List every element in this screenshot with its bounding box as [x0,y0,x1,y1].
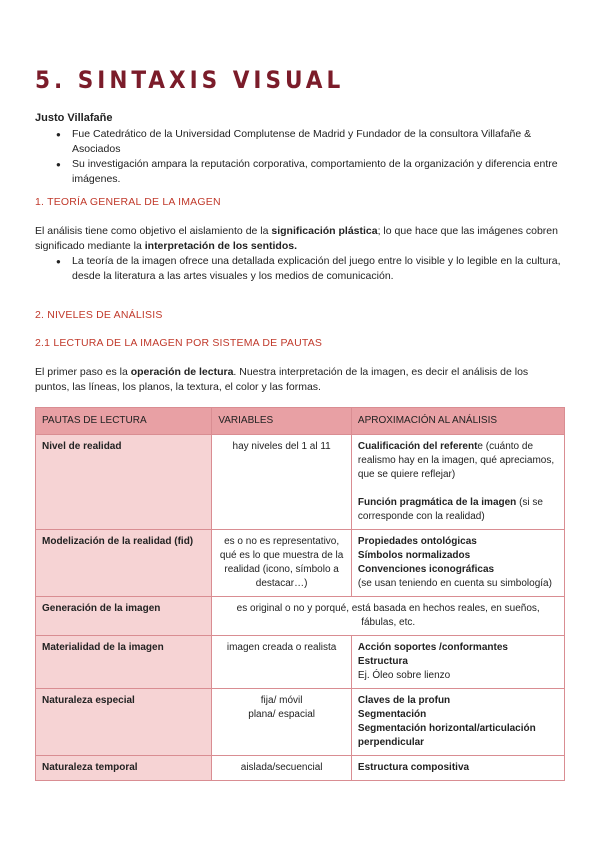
pauta-cell: Modelización de la realidad (fid) [36,530,212,597]
reading-table [35,407,565,781]
analysis-cell: Cualificación del referente (cuánto de realismo hay en la imagen, qué apreciamos, que se quiere reflejar) Función pragmática de la imagen (si se corresponde con la realidad) [351,435,564,530]
variables-cell: es original o no y porqué, está basada en hechos reales, en sueños, fábulas, etc. [212,597,565,636]
table-row [36,530,565,597]
variables-cell: es o no es representativo, qué es lo que muestra de la realidad (icono, símbolo a destacar…) [212,530,352,597]
list-item: ● Fue Catedrático de la Universidad Complutense de Madrid y Fundador de la consultora Villafañe & Asociados [35,127,565,157]
section-heading-1: 1. TEORÍA GENERAL DE LA IMAGEN [35,196,221,208]
pauta-cell: Generación de la imagen [36,597,212,636]
analysis-cell: Propiedades ontológicas Símbolos normalizados Convenciones iconográficas (se usan teniendo en cuenta su simbología) [351,530,564,597]
pauta-cell: Materialidad de la imagen [36,636,212,689]
list-item: ● Su investigación ampara la reputación corporativa, comportamiento de la organización y diferencia entre imágenes. [35,157,565,187]
page-title: 5. SINTAXIS VISUAL [35,66,345,94]
list-item: ● La teoría de la imagen ofrece una detallada explicación del juego entre lo visible y lo legible en la cultura, desde la literatura a las artes visuales y los medios de comunicación. [35,254,565,284]
table-row [36,597,565,636]
variables-cell: aislada/secuencial [212,756,352,781]
pauta-cell: Nivel de realidad [36,435,212,530]
section-heading-2: 2. NIVELES DE ANÁLISIS [35,309,163,321]
analysis-cell: Estructura compositiva [351,756,564,781]
header-cell: PAUTAS DE LECTURA [36,408,212,435]
pauta-cell: Naturaleza temporal [36,756,212,781]
header-cell: APROXIMACIÓN AL ANÁLISIS [351,408,564,435]
header-cell: VARIABLES [212,408,352,435]
section1-paragraph: El análisis tiene como objetivo el aislamiento de la significación plástica; lo que hace que las imágenes cobren significado mediante la interpretación de los sentidos. [35,225,558,252]
table-row [36,435,565,530]
variables-cell: fija/ móvil plana/ espacial [212,689,352,756]
analysis-cell: Claves de la profun Segmentación Segmentación horizontal/articulación perpendicular [351,689,564,756]
table-row [36,636,565,689]
section2-paragraph: El primer paso es la operación de lectura. Nuestra interpretación de la imagen, es decir el análisis de los puntos, las líneas, los planos, la textura, el color y las formas. [35,366,529,393]
section1-bullets [35,254,565,284]
pauta-cell: Naturaleza especial [36,689,212,756]
table-row [36,756,565,781]
author-name: Justo Villafañe [35,112,113,124]
table-header-row [36,408,565,435]
table-row [36,689,565,756]
variables-cell: imagen creada o realista [212,636,352,689]
subsection-heading: 2.1 LECTURA DE LA IMAGEN POR SISTEMA DE PAUTAS [35,337,323,349]
author-bullets [35,127,565,187]
variables-cell: hay niveles del 1 al 11 [212,435,352,530]
analysis-cell: Acción soportes /conformantes Estructura Ej. Óleo sobre lienzo [351,636,564,689]
